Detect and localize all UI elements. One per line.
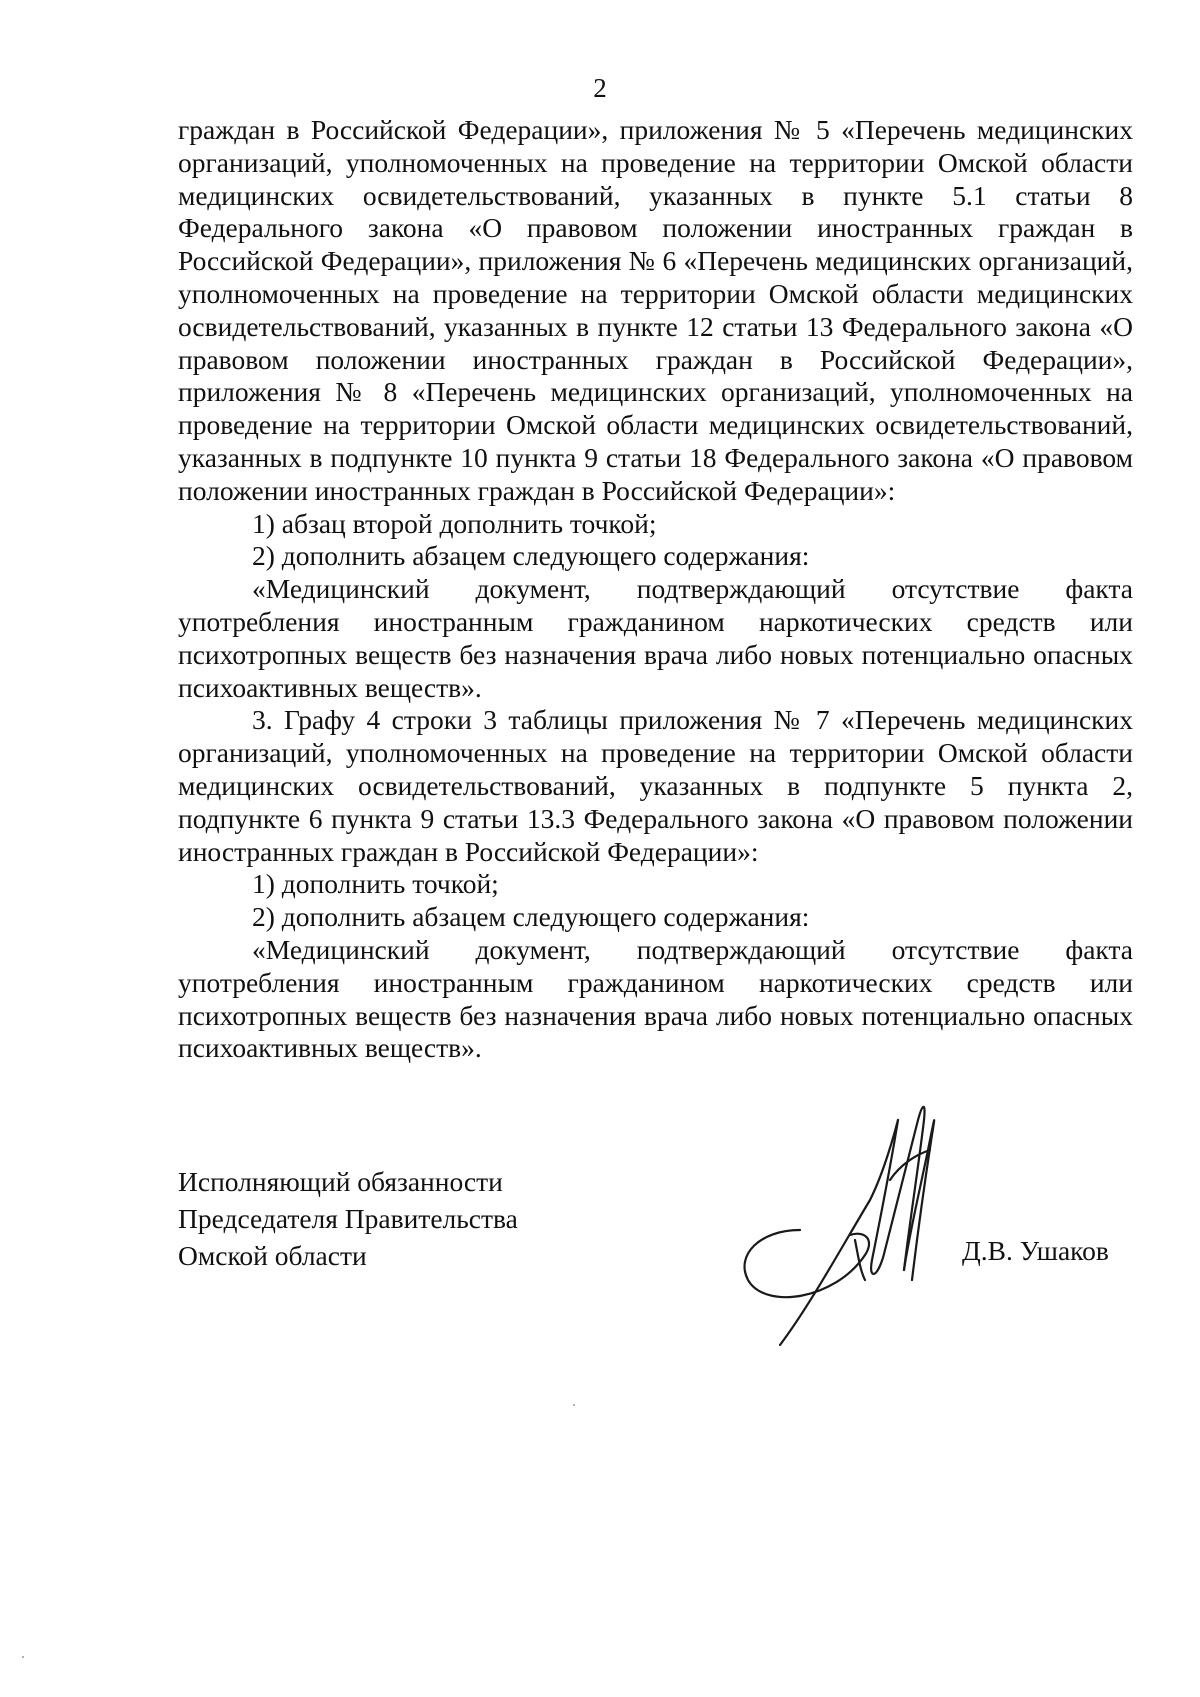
document-body (178, 114, 1133, 1065)
signatory-title (178, 1163, 518, 1274)
signatory-title-line-3: Омской области (178, 1240, 367, 1271)
section-3-paragraph: 3. Графу 4 строки 3 таблицы приложения № 7 «Перечень медицинских организаций, уполномоченных на проведение на территории Омской области медицинских освидетельствований, указанных в подпункте 5 пункта 2, подпункте 6 пункта 9 статьи 13.3 Федерального закона «О правовом положении иностранных граждан в Российской Федерации»: (178, 704, 1133, 867)
signatory-title-line-1: Исполняющий обязанности (178, 1166, 503, 1197)
page-number: 2 (593, 73, 607, 103)
scan-speck (573, 1404, 575, 1406)
quote-paragraph-2: «Медицинский документ, подтверждающий отсутствие факта употребления иностранным гражданином наркотических средств или психотропных веществ без назначения врача либо новых потенциально опасных психоактивных веществ». (178, 933, 1133, 1064)
handwritten-signature (740, 1080, 970, 1350)
quote-paragraph-1: «Медицинский документ, подтверждающий отсутствие факта употребления иностранным гражданином наркотических средств или психотропных веществ без назначения врача либо новых потенциально опасных психоактивных веществ». (178, 573, 1133, 703)
section-3-item-1: 1) дополнить точкой; (252, 868, 499, 900)
signatory-title-line-2: Председателя Правительства (178, 1203, 518, 1234)
list-item-1: 1) абзац второй дополнить точкой; (252, 507, 657, 539)
intro-paragraph: граждан в Российской Федерации», приложения № 5 «Перечень медицинских организаций, уполномоченных на проведение на территории Омской области медицинских освидетельствований, указанных в пункте 5.1 статьи 8 Федерального закона «О правовом положении иностранных граждан в Российской Федерации», приложения № 6 «Перечень медицинских организаций, уполномоченных на проведение на территории Омской области медицинских освидетельствований, указанных в пункте 12 статьи 13 Федерального закона «О правовом положении иностранных граждан в Российской Федерации», приложения № 8 «Перечень медицинских организаций, уполномоченных на проведение на территории Омской области медицинских освидетельствований, указанных в подпункте 10 пункта 9 статьи 18 Федерального закона «О правовом положении иностранных граждан в Российской Федерации»: (178, 114, 1133, 506)
scan-speck (22, 1656, 24, 1658)
section-3-item-2: 2) дополнить абзацем следующего содержания: (252, 901, 810, 933)
list-item-2: 2) дополнить абзацем следующего содержания: (252, 540, 810, 572)
signer-name: Д.В. Ушаков (962, 1235, 1109, 1266)
